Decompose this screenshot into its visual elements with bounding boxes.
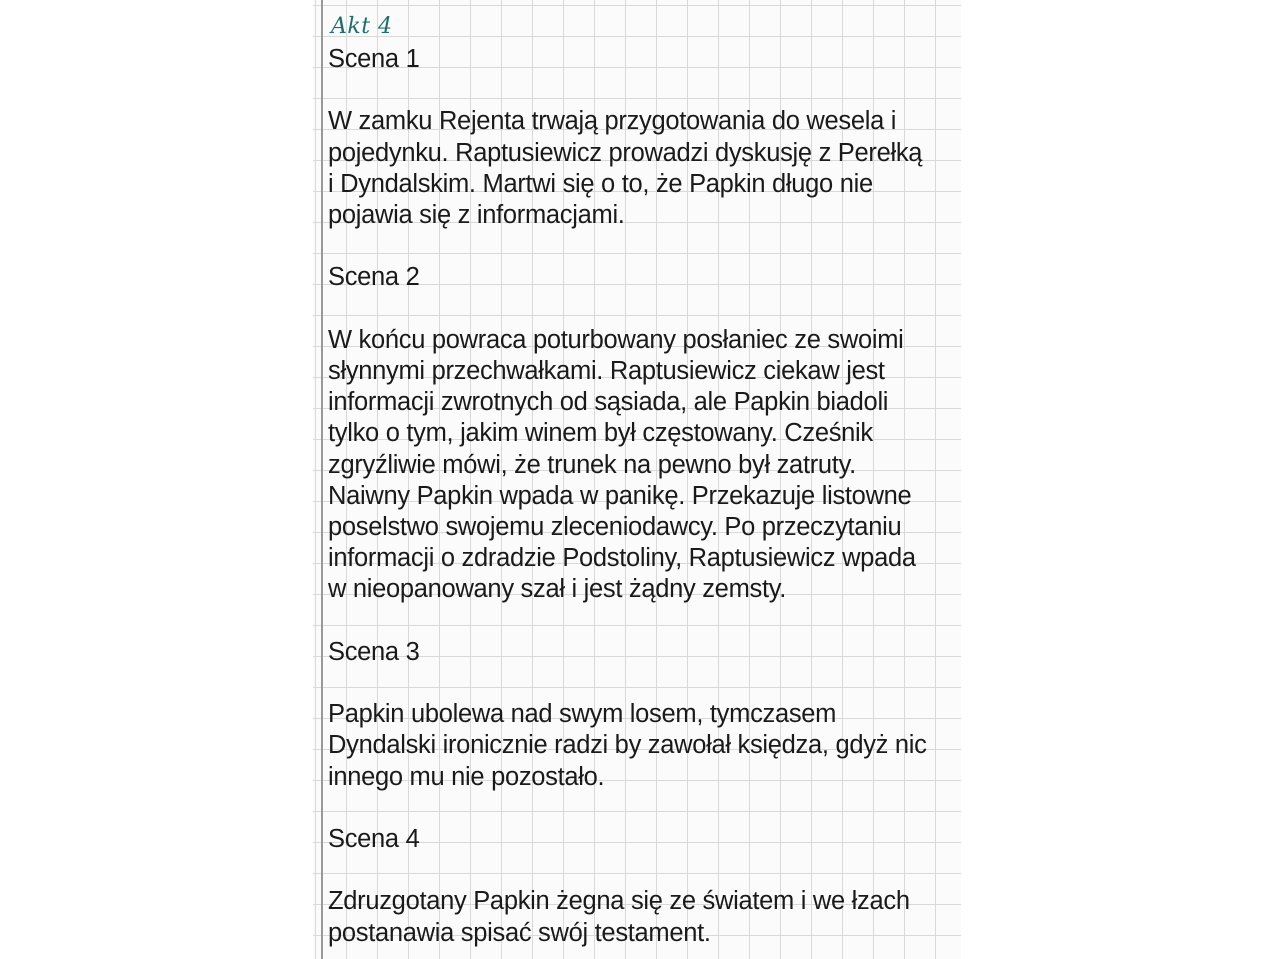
margin-line [321,0,323,959]
page-edge-mark [313,735,316,757]
scene-body: W zamku Rejenta trwają przygotowania do wesela i pojedynku. Raptusiewicz prowadzi dyskusję z Perełką i Dyndalskim. Martwi się o to, że Papkin długo nie pojawia się z informacjami. [328,107,923,229]
scene-body: Zdruzgotany Papkin żegna się ze światem i we łzach postanawia spisać swój testament. [328,887,910,947]
notebook-page [313,0,961,959]
notes-text [328,44,958,959]
scene-title: Scena 4 [328,824,420,853]
scene-title: Scena 3 [328,637,420,666]
scene-title: Scena 2 [328,263,420,292]
scene-body: Papkin ubolewa nad swym losem, tymczasem Dyndalski ironicznie radzi by zawołał księdza, gdyż nic innego mu nie pozostało. [328,700,927,791]
scene-title: Scena 1 [328,45,420,73]
page-heading: Akt 4 [331,14,393,39]
scene-3 [328,637,958,793]
scene-4 [328,824,958,949]
scene-2 [328,262,958,605]
scene-1 [328,44,958,231]
scene-body: W końcu powraca poturbowany posłaniec ze swoimi słynnymi przechwałkami. Raptusiewicz ciekaw jest informacji zwrotnych od sąsiada, ale Papkin biadoli tylko o tym, jakim winem był częstowany. Cześnik zgryźliwie mówi, że trunek na pewno był zatruty. Naiwny Papkin wpada w panikę. Przekazuje listowne poselstwo swojemu zleceniodawcy. Po przeczytaniu informacji o zdradzie Podstoliny, Raptusiewicz wpada w nieopanowany szał i jest żądny zemsty. [328,325,916,604]
